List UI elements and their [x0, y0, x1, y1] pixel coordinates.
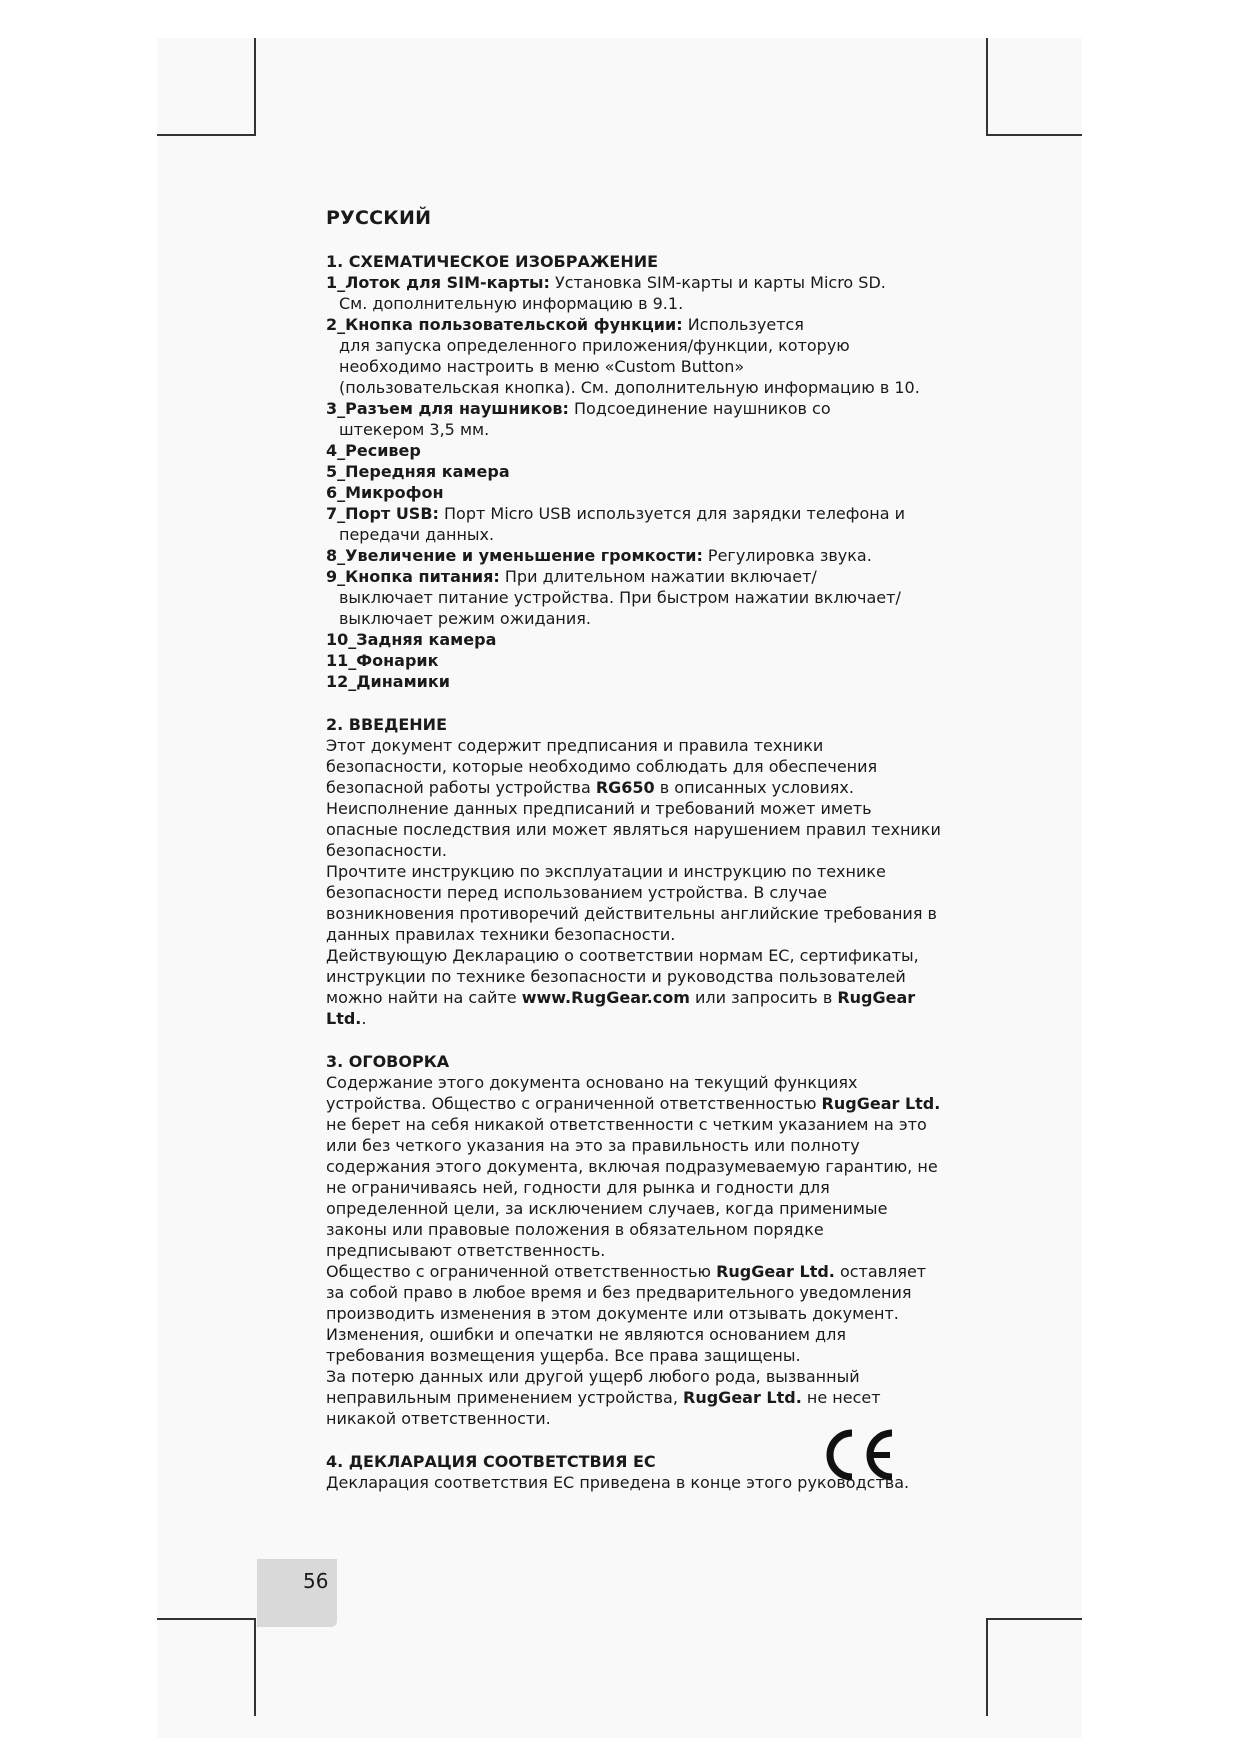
item-first-line [326, 440, 946, 461]
section-heading: 2. ВВЕДЕНИЕ [326, 715, 447, 734]
item-first-line [326, 503, 946, 524]
item-label: 8_Увеличение и уменьшение громкости: [326, 546, 703, 565]
crop-mark-bottom-right-h [986, 1618, 1082, 1620]
item-first-line [326, 314, 946, 335]
text: За потерю данных или другой ущерб любого рода, вызванный неправильным применением устройства, [326, 1367, 860, 1407]
text: или запросить в [689, 988, 838, 1007]
item-continuation: штекером 3,5 мм. [339, 420, 490, 439]
item-description: Подсоединение наушников со [568, 399, 831, 418]
model-name: RG650 [595, 778, 655, 797]
item-label: 12_Динамики [326, 672, 450, 691]
text: Содержание этого документа основано на текущий функциях устройства. Общество с ограниченной ответственностью [326, 1073, 858, 1113]
item-first-line [326, 461, 946, 482]
item-label: 11_Фонарик [326, 651, 439, 670]
crop-mark-top-right-v [986, 38, 988, 136]
item-continuation: необходимо настроить в меню «Custom Button» [339, 357, 745, 376]
text: Действующую Декларацию о соответствии нормам ЕС, сертификаты, инструкции по технике безопасности и руководства пользователей можно найти на сайте [326, 946, 919, 1007]
paragraph: Неисполнение данных предписаний и требований может иметь опасные последствия или может являться нарушением правил техники безопасности. [326, 799, 941, 860]
paragraph [326, 945, 946, 1029]
company-name: RugGear Ltd. [716, 1262, 835, 1281]
item-label: 10_Задняя камера [326, 630, 497, 649]
item-continuation: (пользовательская кнопка). См. дополнительную информацию в 10. [339, 378, 920, 397]
text: не несет никакой ответственности. [326, 1388, 881, 1428]
item-label: 3_Разъем для наушников: [326, 399, 569, 418]
item-description: Используется [682, 315, 804, 334]
item-first-line [326, 482, 946, 503]
paragraph: Декларация соответствия ЕС приведена в конце этого руководства. [326, 1473, 910, 1492]
section-heading: 4. ДЕКЛАРАЦИЯ СООТВЕТСТВИЯ ЕС [326, 1452, 656, 1471]
crop-mark-bottom-right-v [986, 1618, 988, 1716]
list-item [326, 461, 946, 482]
item-continuation: выключает питание устройства. При быстром нажатии включает/ [339, 588, 901, 607]
crop-mark-top-right-h [986, 134, 1082, 136]
crop-mark-bottom-left-h [157, 1618, 256, 1620]
list-item [326, 566, 946, 629]
crop-mark-top-left-v [254, 38, 256, 136]
crop-mark-top-left-h [157, 134, 256, 136]
list-item [326, 503, 946, 545]
item-first-line [326, 650, 946, 671]
document-body [326, 208, 946, 1493]
text: . [361, 1009, 367, 1028]
section-heading: 1. СХЕМАТИЧЕСКОЕ ИЗОБРАЖЕНИЕ [326, 252, 659, 271]
list-item [326, 314, 946, 398]
page-number: 56 [257, 1559, 337, 1627]
text: Этот документ содержит предписания и правила техники безопасности, которые необходимо соблюдать для обеспечения безопасной работы устройства [326, 736, 878, 797]
paragraph [326, 735, 946, 798]
section-heading: 3. ОГОВОРКА [326, 1052, 450, 1071]
text: оставляет за собой право в любое время и без предварительного уведомления производить изменения в этом документе или отзывать документ. [326, 1262, 927, 1323]
item-description: При длительном нажатии включает/ [499, 567, 817, 586]
list-item [326, 629, 946, 650]
section-schematic [326, 251, 946, 692]
item-label: 2_Кнопка пользовательской функции: [326, 315, 683, 334]
text: Общество с ограниченной ответственностью [326, 1262, 717, 1281]
item-continuation: См. дополнительную информацию в 9.1. [339, 294, 684, 313]
item-continuation: выключает режим ожидания. [339, 609, 591, 628]
list-item [326, 272, 946, 314]
list-item [326, 398, 946, 440]
item-first-line [326, 398, 946, 419]
item-first-line [326, 545, 946, 566]
section-introduction [326, 714, 946, 1029]
language-title: РУССКИЙ [326, 207, 432, 229]
item-description: Порт Micro USB используется для зарядки телефона и [438, 504, 905, 523]
item-label: 6_Микрофон [326, 483, 444, 502]
item-description: Регулировка звука. [702, 546, 872, 565]
list-item [326, 440, 946, 461]
component-list [326, 272, 946, 692]
company-name: RugGear Ltd. [683, 1388, 802, 1407]
item-continuation: передачи данных. [339, 525, 495, 544]
text: не берет на себя никакой ответственности с четким указанием на это или без четкого указания на это за правильность или полноту содержания этого документа, включая подразумеваемую гарантию, не не ограничиваясь ней, годности для рынка и годности для определенной цели, за исключением случаев, когда применимые законы или правовые положения в обязательном порядке предписывают ответственность. [326, 1115, 938, 1260]
item-label: 1_Лоток для SIM-карты: [326, 273, 550, 292]
item-label: 5_Передняя камера [326, 462, 510, 481]
paragraph [326, 1366, 946, 1429]
section-disclaimer [326, 1051, 946, 1429]
website-link[interactable]: www.RugGear.com [521, 988, 690, 1007]
paragraph [326, 1072, 946, 1261]
ce-mark-icon [818, 1427, 898, 1483]
paragraph [326, 1261, 946, 1324]
company-name: RugGear Ltd. [821, 1094, 941, 1113]
company-name: RugGear Ltd. [326, 988, 916, 1028]
item-label: 7_Порт USB: [326, 504, 439, 523]
list-item [326, 671, 946, 692]
item-first-line [326, 566, 946, 587]
item-continuation: для запуска определенного приложения/функции, которую [339, 336, 850, 355]
paragraph: Прочтите инструкцию по эксплуатации и инструкцию по технике безопасности перед использованием устройства. В случае возникновения противоречий действительны английские требования в данных правилах техники безопасности. [326, 862, 937, 944]
item-label: 4_Ресивер [326, 441, 421, 460]
text: в описанных условиях. [654, 778, 854, 797]
item-first-line [326, 629, 946, 650]
list-item [326, 650, 946, 671]
crop-mark-bottom-left-v [254, 1618, 256, 1716]
item-first-line [326, 671, 946, 692]
item-label: 9_Кнопка питания: [326, 567, 500, 586]
list-item [326, 482, 946, 503]
list-item [326, 545, 946, 566]
item-first-line [326, 272, 946, 293]
paragraph: Изменения, ошибки и опечатки не являются основанием для требования возмещения ущерба. Все права защищены. [326, 1325, 846, 1365]
item-description: Установка SIM-карты и карты Micro SD. [549, 273, 886, 292]
